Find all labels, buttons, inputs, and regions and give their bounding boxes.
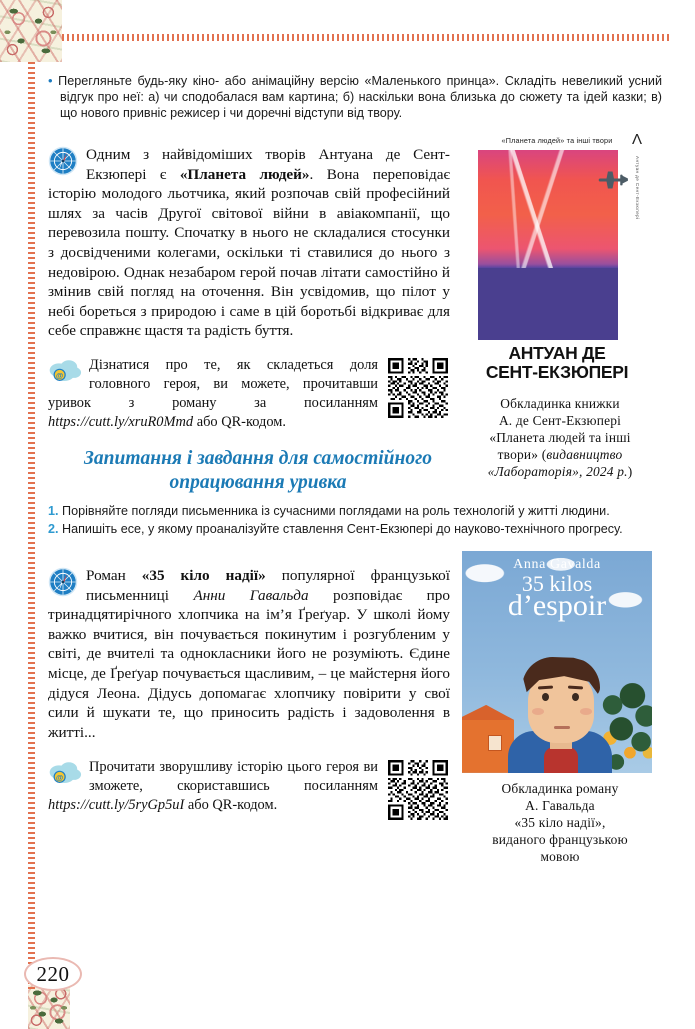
qr-note-one [48,356,450,432]
task-item-1 [48,503,662,519]
boy-cheek-right [580,708,592,715]
section-heading [48,447,468,495]
page-content [48,60,662,865]
cover-exupery-spine-text: Антуан де Сент-Екзюпері [635,155,640,220]
book-cover-exupery-wrap [462,130,658,480]
cover-exupery-author [462,344,652,382]
section-gavalda [48,551,662,865]
boy-shirt [544,747,578,773]
caption-line-2: А. де Сент-Екзюпері [498,412,622,428]
house-window [488,735,502,751]
gavalda-caption-line-5: мовою [540,848,580,864]
qr-note-one-url[interactable]: https://cutt.ly/xruR0Mmd [48,414,194,431]
task-1-text: Порівняйте погляди письменника із сучасними поглядами на роль технологій у житті людини. [62,503,610,518]
qr-note-two-url[interactable]: https://cutt.ly/5ryGp5uI [48,796,185,813]
qr-note-one-text-after: або QR-кодом. [193,414,286,431]
book-cover-exupery-caption [462,395,658,480]
article-two-author: Анни Гавальда [193,586,309,604]
task-item-2 [48,521,662,537]
gavalda-caption-line-4: виданого французькою [492,831,628,847]
exupery-cover-column [462,130,662,480]
qr-note-one-text-before: Дізнатися про те, як складеться доля головного героя, ви можете, прочитавши уривок з роману за посиланням [48,357,378,412]
corner-ornament-top-left [0,0,62,62]
boy-eye-right [572,693,579,701]
dashed-rule-top [62,34,672,41]
article-one-lead: Одним з найвідоміших творів Антуана де Сент-Екзюпері є [86,146,450,183]
article-two-lead: Роман [86,567,142,585]
article-one-paragraph [48,145,450,341]
bullet-icon: • [48,72,53,88]
cover-exupery-author-line1: АНТУАН ДЕ [508,342,606,363]
qr-note-two-text-before: Прочитати зворушливу історію цього героя ви зможете, скориставшись посиланням [89,758,378,794]
intro-task-text: Перегляньте будь-яку кіно- або анімаційну версію «Маленького принца». Складіть невеликий усний відгук про неї: а) чи сподобалася вам картина; б) наскільки вона близька до сюжету та ідей казки; в) що нового привніс режисер і чи доречні відступи від твору. [58,73,663,121]
cover-gavalda-title-line1: 35 kilos [521,570,593,596]
intro-task-paragraph [48,73,662,122]
gavalda-text-column [48,551,450,838]
compass-icon [48,146,78,176]
book-cover-exupery-image [462,130,652,388]
dashed-rule-left [28,62,35,992]
task-1-number: 1. [48,503,59,518]
publisher-logo: Λ [631,130,642,148]
cover-exupery-author-line2: СЕНТ-ЕКЗЮПЕРІ [485,361,629,382]
book-cover-gavalda-caption [462,780,658,865]
svg-text:@: @ [55,371,64,381]
caption-line-3: «Планета людей та інші [489,429,631,445]
caption-line-4: твори» ( [497,446,547,462]
svg-text:@: @ [55,772,64,782]
caption-line-1: Обкладинка книжки [500,395,620,411]
qr-code-image-one[interactable] [386,356,450,420]
gavalda-caption-line-3: «35 кіло надії», [514,814,606,830]
caption-line-4-italic: видавництво [546,446,623,462]
boy-mouth [554,726,570,729]
page-number: 220 [24,957,82,991]
gavalda-cover-column [462,551,662,865]
book-cover-gavalda-image [462,551,652,773]
compass-icon [48,567,78,597]
cloud-at-icon [48,358,82,384]
gavalda-caption-line-2: А. Гавальда [525,797,595,813]
cover-gavalda-author: Anna Gavalda [513,556,601,572]
article-two-mid: популярної французької письменниці [86,567,450,604]
airplane-icon [594,170,628,190]
gavalda-caption-line-1: Обкладинка роману [501,780,619,796]
article-one-title: «Планета людей» [179,165,310,183]
task-2-text: Напишіть есе, у якому проаналізуйте ставлення Сент-Екзюпері до науково-технічного прогресу. [62,521,623,536]
boy-eye-left [542,693,549,701]
article-two-title: «35 кіло надії» [141,567,266,585]
cloud-at-icon [48,760,82,786]
qr-code-image-two[interactable] [386,758,450,822]
qr-note-two-text-after: або QR-кодом. [184,796,278,813]
cover-gavalda-title-line2: d’espoir [507,588,607,622]
article-two-paragraph [48,566,450,742]
qr-note-two [48,758,450,824]
caption-line-5-italic: «Лабораторія», 2024 р. [487,463,628,479]
book-cover-gavalda-wrap [462,551,658,865]
boy-cheek-left [532,708,544,715]
cover-exupery-top-line: «Планета людей» та інші твори [501,135,613,145]
section-heading-line1: Запитання і завдання для самостійного [83,447,433,469]
caption-line-5: ) [627,463,633,479]
section-exupery [48,130,662,501]
section-heading-line2: опрацювання уривка [169,471,347,493]
article-two-body: розповідає про тринадцятирічного хлопчика на ім’я Ґреґуар. У школі йому важко вчитися, він почувається покинутим і розгубленим у світі, де вчителі та однокласники його не розуміють. Єдине місце, де Ґреґуар почувається щасливим, – це майстерня його дідуся Леона. Дідусь допомагає хлопчику повірити у свої сили й шукати те, що приносить радість і задоволення в житті... [48,586,450,741]
task-2-number: 2. [48,521,59,536]
task-list [48,503,662,537]
exupery-text-column [48,130,450,501]
article-one-body: . Вона переповідає історію молодого льотчика, який розпочав свій професійний шлях за часів Другої світової війни в авіакомпанії, що перевозила пошту. Спочатку в нього не складалися стосунки з досвідченими колегами, оскільки ті ставилися до нього з недовірою. Однак незабаром герой почав літати самостійно й змінив свій погляд на оточення. Він усвідомив, що пілот у небі бореться з природою і саме в цій боротьбі відкриває для себе справжнє щастя та радість буття. [48,165,450,340]
